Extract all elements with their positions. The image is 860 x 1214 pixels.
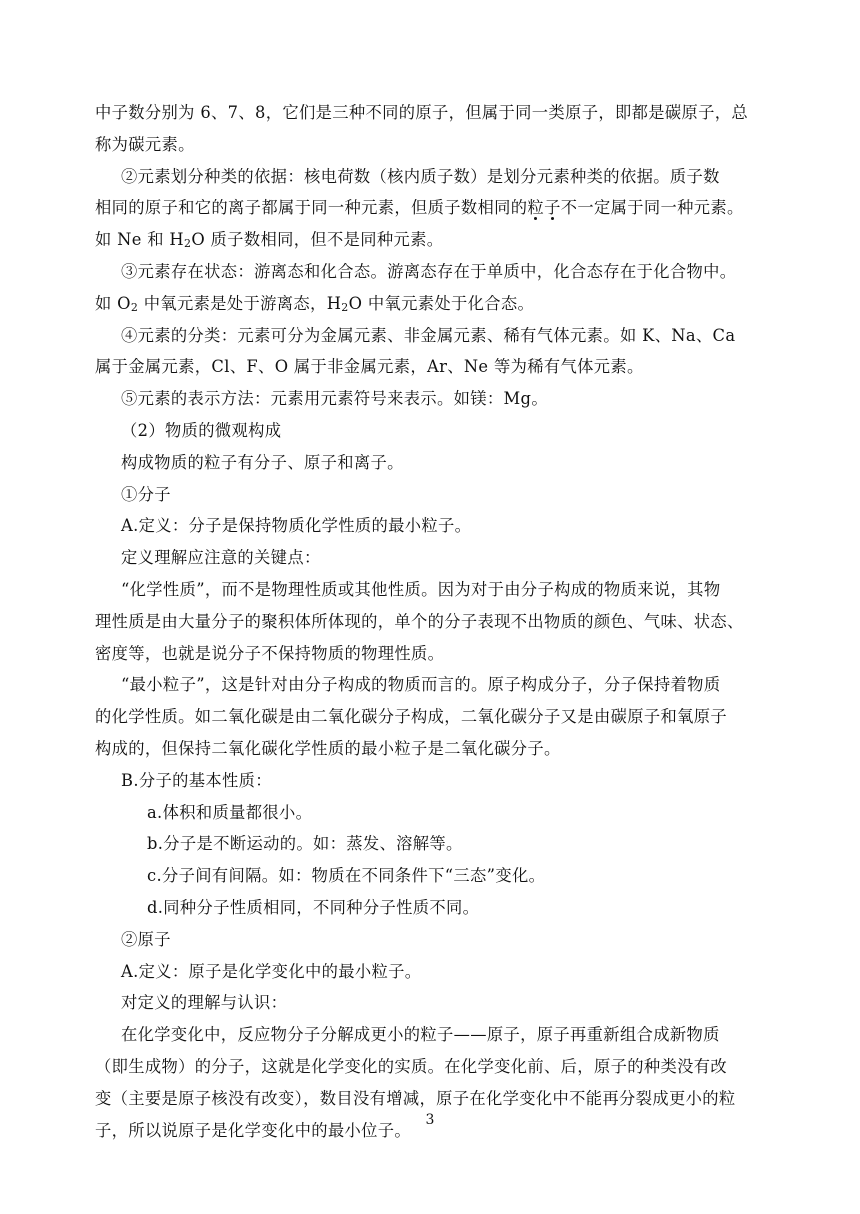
text-segment: O 中氧元素处于化合态。: [348, 293, 535, 313]
text-line: ②元素划分种类的依据：核电荷数（核内质子数）是划分元素种类的依据。质子数: [121, 166, 720, 186]
text-segment: 如 O: [95, 293, 131, 313]
text-line: （即生成物）的分子，这就是化学变化的实质。在化学变化前、后，原子的种类没有改: [95, 1056, 727, 1076]
text-line: 构成物质的粒子有分子、原子和离子。: [121, 452, 404, 472]
subsection-heading: ①分子: [121, 484, 171, 504]
body-text: [95, 97, 770, 1146]
text-line: “最小粒子”，这是针对由分子构成的物质而言的。原子构成分子，分子保持着物质: [121, 675, 721, 695]
emphasis-dot-char: 子: [544, 198, 561, 218]
subscript: 2: [130, 300, 139, 314]
subscript: 2: [183, 237, 192, 251]
text-line: [95, 224, 770, 256]
text-line: ③元素存在状态：游离态和化合态。游离态存在于单质中，化合态存在于化合物中。: [121, 261, 737, 281]
text-line: 中子数分别为 6、7、8，它们是三种不同的原子，但属于同一类原子，即都是碳原子，总: [95, 103, 749, 122]
text-segment: 如 Ne 和 H: [95, 230, 184, 250]
text-line: A.定义：分子是保持物质化学性质的最小粒子。: [121, 516, 472, 536]
list-item: c.分子间有间隔。如：物质在不同条件下“三态”变化。: [147, 866, 546, 886]
section-heading: （2）物质的微观构成: [121, 420, 282, 440]
subsection-heading: ②原子: [121, 929, 171, 949]
text-line: 对定义的理解与认识：: [121, 993, 288, 1013]
text-line: [95, 192, 770, 224]
text-line: 称为碳元素。: [95, 134, 195, 154]
list-item: d.同种分子性质相同，不同种分子性质不同。: [147, 897, 480, 917]
text-line: 子，所以说原子是化学变化中的最小位子。: [95, 1120, 411, 1140]
emphasized-word: [527, 198, 560, 217]
list-item: a.体积和质量都很小。: [147, 802, 313, 822]
text-line: 属于金属元素，Cl、F、O 属于非金属元素，Ar、Ne 等为稀有气体元素。: [95, 357, 644, 377]
text-segment: O 质子数相同，但不是同种元素。: [191, 230, 444, 250]
text-line: ⑤元素的表示方法：元素用元素符号来表示。如镁：Mg。: [121, 389, 548, 409]
text-segment: 相同的原子和它的离子都属于同一种元素，但质子数相同的: [95, 198, 528, 218]
text-line: B.分子的基本性质：: [121, 770, 272, 790]
text-line: 构成的，但保持二氧化碳化学性质的最小粒子是二氧化碳分子。: [95, 738, 561, 758]
text-line: A.定义：原子是化学变化中的最小粒子。: [121, 961, 422, 981]
text-segment: 不一定属于同一种元素。: [560, 198, 744, 218]
list-item: b.分子是不断运动的。如：蒸发、溶解等。: [147, 834, 463, 854]
emphasis-dot-char: 粒: [527, 198, 545, 218]
text-line: 理性质是由大量分子的聚积体所体现的，单个的分子表现不出物质的颜色、气味、状态、: [95, 611, 744, 631]
text-line: 定义理解应注意的关键点：: [121, 548, 321, 568]
text-line: 变（主要是原子核没有改变），数目没有增减，原子在化学变化中不能再分裂成更小的粒: [95, 1088, 736, 1108]
text-segment: 中氧元素是处于游离态，H: [138, 293, 342, 313]
text-line: “化学性质”，而不是物理性质或其他性质。因为对于由分子构成的物质来说，其物: [121, 579, 721, 599]
text-line: 的化学性质。如二氧化碳是由二氧化碳分子构成，二氧化碳分子又是由碳原子和氧原子: [95, 707, 727, 727]
text-line: 在化学变化中，反应物分子分解成更小的粒子——原子，原子再重新组合成新物质: [121, 1025, 720, 1045]
text-line: ④元素的分类：元素可分为金属元素、非金属元素、稀有气体元素。如 K、Na、Ca: [121, 325, 736, 345]
subscript: 2: [341, 300, 349, 314]
page-number: 3: [425, 1112, 435, 1128]
text-line: 密度等，也就是说分子不保持物质的物理性质。: [95, 643, 445, 663]
text-line: [95, 288, 770, 320]
